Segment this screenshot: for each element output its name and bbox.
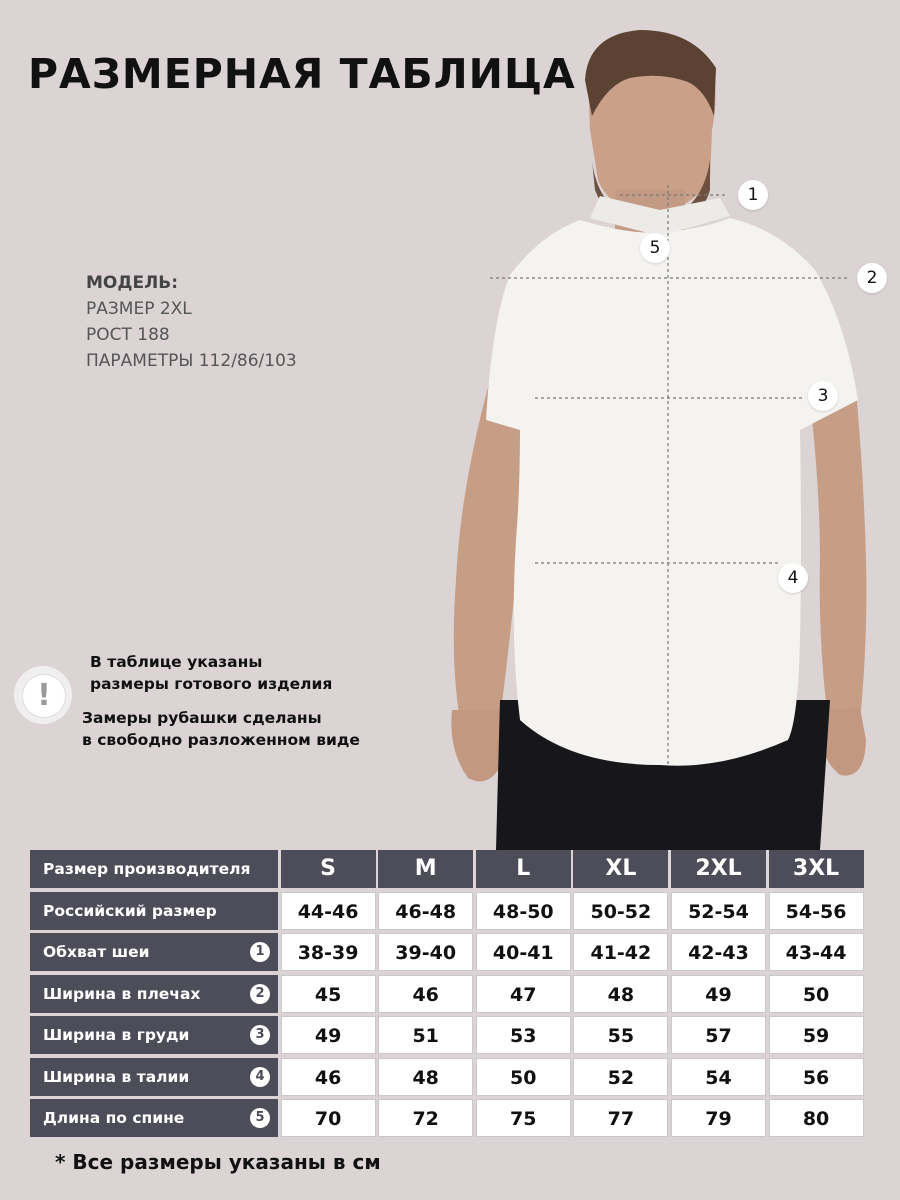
table-cell: 72 xyxy=(378,1099,473,1137)
table-cell: 56 xyxy=(769,1058,864,1096)
note-line-4: в свободно разложенном виде xyxy=(82,731,360,749)
table-cell: 40-41 xyxy=(476,933,571,971)
row-label xyxy=(30,933,278,971)
table-row xyxy=(30,892,872,930)
row-label-text: Обхват шеи xyxy=(43,943,150,961)
table-cell: 53 xyxy=(476,1016,571,1054)
row-label xyxy=(30,1016,278,1054)
table-cell: 59 xyxy=(769,1016,864,1054)
note-line-2: размеры готового изделия xyxy=(90,675,333,693)
measure-marker-2: 2 xyxy=(857,263,887,293)
table-cell: 46-48 xyxy=(378,892,473,930)
table-cell: 38-39 xyxy=(281,933,376,971)
table-cell: 52-54 xyxy=(671,892,766,930)
model-height: РОСТ 188 xyxy=(86,325,170,345)
table-cell: 50-52 xyxy=(573,892,668,930)
size-header: S xyxy=(281,850,376,888)
model-heading: МОДЕЛЬ: xyxy=(86,273,178,293)
table-cell: 49 xyxy=(671,975,766,1013)
table-cell: 80 xyxy=(769,1099,864,1137)
measure-marker-5: 5 xyxy=(640,233,670,263)
table-cell: 39-40 xyxy=(378,933,473,971)
size-table xyxy=(30,850,872,1141)
table-cell: 52 xyxy=(573,1058,668,1096)
table-cell: 46 xyxy=(378,975,473,1013)
row-label xyxy=(30,1099,278,1137)
model-photo xyxy=(420,20,900,850)
table-header-row xyxy=(30,850,872,888)
table-row xyxy=(30,975,872,1013)
table-cell: 46 xyxy=(281,1058,376,1096)
row-label-text: Длина по спине xyxy=(43,1109,185,1127)
size-header: XL xyxy=(573,850,668,888)
table-cell: 48 xyxy=(378,1058,473,1096)
table-cell: 77 xyxy=(573,1099,668,1137)
row-number-badge: 2 xyxy=(250,984,270,1004)
table-cell: 43-44 xyxy=(769,933,864,971)
table-cell: 75 xyxy=(476,1099,571,1137)
table-cell: 41-42 xyxy=(573,933,668,971)
table-cell: 50 xyxy=(769,975,864,1013)
model-info xyxy=(86,270,297,374)
size-header: M xyxy=(378,850,473,888)
model-size: РАЗМЕР 2XL xyxy=(86,299,192,319)
row-label-text: Ширина в плечах xyxy=(43,984,201,1003)
row-label xyxy=(30,1058,278,1096)
note-measurements xyxy=(82,707,360,751)
measure-marker-1: 1 xyxy=(738,180,768,210)
table-cell: 70 xyxy=(281,1099,376,1137)
size-header: L xyxy=(476,850,571,888)
model-params: ПАРАМЕТРЫ 112/86/103 xyxy=(86,351,297,371)
size-header: 2XL xyxy=(671,850,766,888)
table-cell: 79 xyxy=(671,1099,766,1137)
table-cell: 51 xyxy=(378,1016,473,1054)
row-number-badge: 1 xyxy=(250,942,270,962)
table-cell: 48 xyxy=(573,975,668,1013)
table-cell: 54 xyxy=(671,1058,766,1096)
size-header: 3XL xyxy=(769,850,864,888)
table-row xyxy=(30,1058,872,1096)
table-cell: 55 xyxy=(573,1016,668,1054)
row-number-badge: 4 xyxy=(250,1067,270,1087)
table-row xyxy=(30,1016,872,1054)
table-cell: 57 xyxy=(671,1016,766,1054)
note-finished-sizes xyxy=(90,651,332,695)
row-label-text: Ширина в талии xyxy=(43,1067,190,1086)
table-row xyxy=(30,1099,872,1137)
row-number-badge: 5 xyxy=(250,1108,270,1128)
header-label: Размер производителя xyxy=(30,850,278,888)
row-label-text: Российский размер xyxy=(43,901,217,920)
table-cell: 49 xyxy=(281,1016,376,1054)
measure-marker-4: 4 xyxy=(778,563,808,593)
note-line-1: В таблице указаны xyxy=(90,653,263,671)
footnote: * Все размеры указаны в см xyxy=(55,1150,381,1174)
table-cell: 50 xyxy=(476,1058,571,1096)
table-body xyxy=(30,892,872,1138)
measure-marker-3: 3 xyxy=(808,381,838,411)
table-cell: 48-50 xyxy=(476,892,571,930)
table-cell: 42-43 xyxy=(671,933,766,971)
page-title: РАЗМЕРНАЯ ТАБЛИЦА xyxy=(28,50,576,98)
table-cell: 54-56 xyxy=(769,892,864,930)
note-line-3: Замеры рубашки сделаны xyxy=(82,709,322,727)
table-cell: 44-46 xyxy=(281,892,376,930)
row-label xyxy=(30,975,278,1013)
row-label xyxy=(30,892,278,930)
row-label-text: Ширина в груди xyxy=(43,1026,190,1044)
row-number-badge: 3 xyxy=(250,1025,270,1045)
table-row xyxy=(30,933,872,971)
table-cell: 47 xyxy=(476,975,571,1013)
table-cell: 45 xyxy=(281,975,376,1013)
exclamation-icon: ! xyxy=(14,666,72,724)
